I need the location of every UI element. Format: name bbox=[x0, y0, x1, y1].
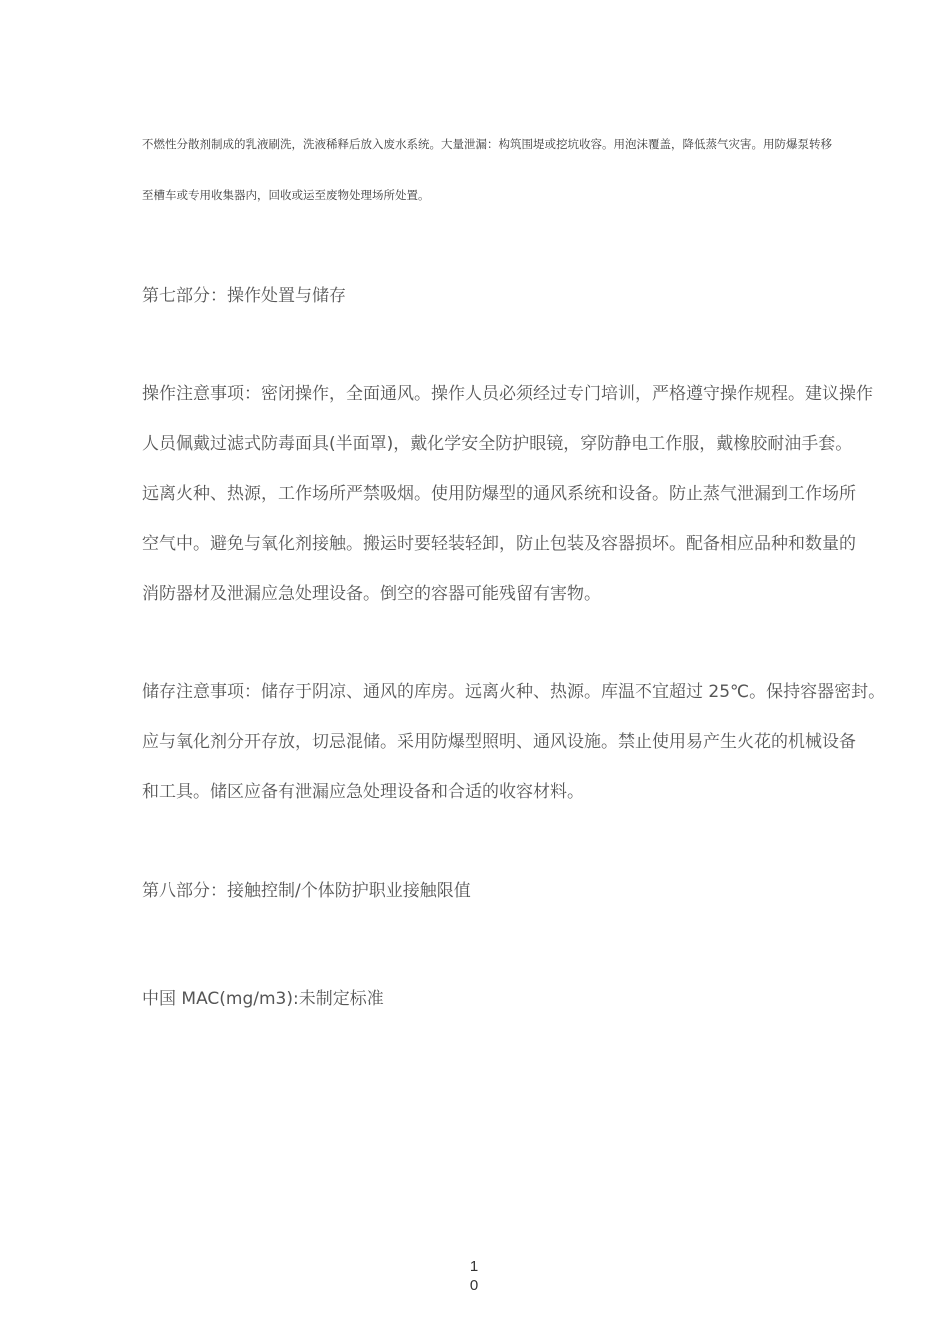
operation-line-5: 消防器材及泄漏应急处理设备。倒空的容器可能残留有害物。 bbox=[142, 584, 601, 604]
page-number-digit-1: 1 bbox=[469, 1258, 479, 1275]
storage-line-1: 储存注意事项：储存于阴凉、通风的库房。远离火种、热源。库温不宜超过 25℃。保持容器密封。 bbox=[142, 682, 886, 702]
page-number-digit-2: 0 bbox=[469, 1277, 479, 1294]
mac-value: 中国 MAC(mg/m3):未制定标准 bbox=[142, 989, 384, 1009]
section8-heading: 第八部分：接触控制/个体防护职业接触限值 bbox=[142, 881, 471, 901]
storage-line-2: 应与氧化剂分开存放，切忌混储。采用防爆型照明、通风设施。禁止使用易产生火花的机械设备 bbox=[142, 732, 856, 752]
storage-line-3: 和工具。储区应备有泄漏应急处理设备和合适的收容材料。 bbox=[142, 782, 584, 802]
section7-heading: 第七部分：操作处置与储存 bbox=[142, 286, 346, 306]
operation-line-4: 空气中。避免与氧化剂接触。搬运时要轻装轻卸，防止包装及容器损坏。配备相应品种和数量的 bbox=[142, 534, 856, 554]
operation-line-3: 远离火种、热源，工作场所严禁吸烟。使用防爆型的通风系统和设备。防止蒸气泄漏到工作场所 bbox=[142, 484, 856, 504]
section6-line-1: 不燃性分散剂制成的乳液刷洗，洗液稀释后放入废水系统。大量泄漏：构筑围堤或挖坑收容。用泡沫覆盖，降低蒸气灾害。用防爆泵转移 bbox=[142, 137, 832, 151]
operation-line-1: 操作注意事项：密闭操作，全面通风。操作人员必须经过专门培训，严格遵守操作规程。建议操作 bbox=[142, 384, 873, 404]
operation-line-2: 人员佩戴过滤式防毒面具(半面罩)，戴化学安全防护眼镜，穿防静电工作服，戴橡胶耐油手套。 bbox=[142, 434, 853, 454]
section6-line-2: 至槽车或专用收集器内，回收或运至废物处理场所处置。 bbox=[142, 188, 430, 202]
